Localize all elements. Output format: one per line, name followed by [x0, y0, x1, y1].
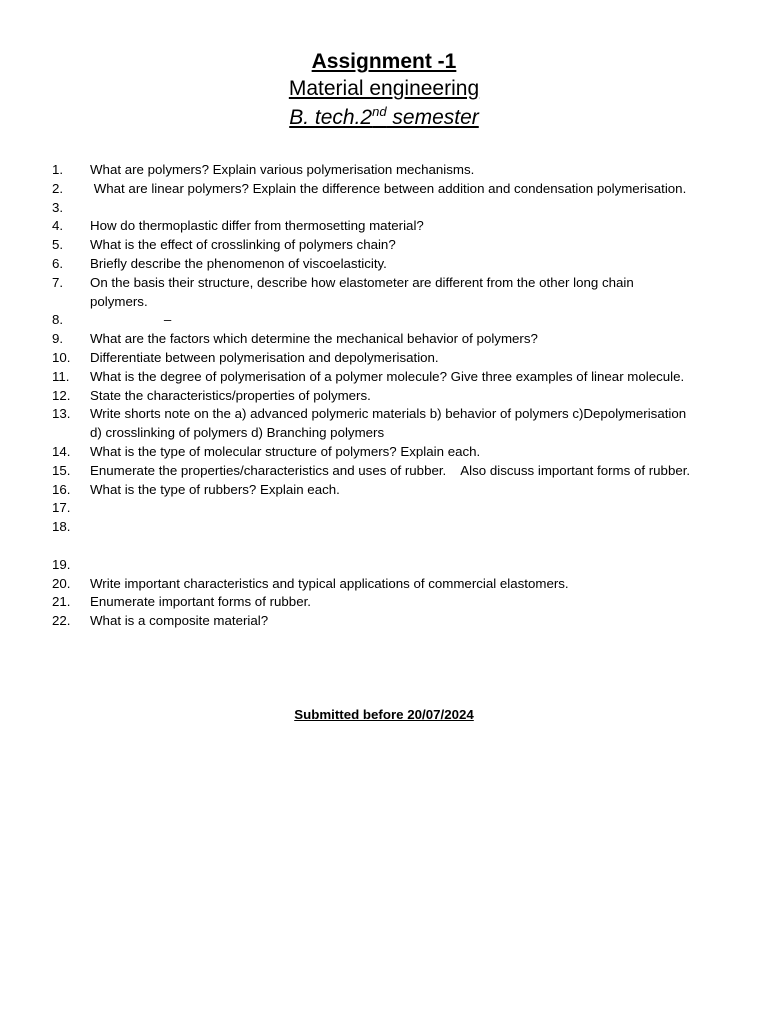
question-item: [52, 349, 692, 368]
question-item: [52, 217, 692, 236]
question-number: 2.: [52, 180, 64, 196]
question-number: 3.: [52, 199, 64, 215]
question-number: 20.: [52, 575, 71, 591]
question-text: What are linear polymers? Explain the difference between addition and condensation polymerisation.: [90, 180, 687, 196]
question-text: What is the effect of crosslinking of polymers chain?: [90, 237, 396, 253]
question-item: [52, 387, 692, 406]
blank-line: [52, 537, 692, 556]
question-item: [52, 255, 692, 274]
question-text: Write important characteristics and typical applications of commercial elastomers.: [90, 575, 569, 591]
assignment-title: Assignment -1: [311, 50, 457, 73]
question-text: What is the degree of polymerisation of a polymer molecule? Give three examples of linear molecule.: [90, 368, 685, 384]
semester-ordinal-suffix: nd: [372, 104, 387, 119]
question-number: 7.: [52, 274, 64, 290]
submission-deadline: Submitted before 20/07/2024: [294, 707, 474, 722]
question-item: [52, 556, 692, 575]
question-item: [52, 462, 692, 481]
question-text: Briefly describe the phenomenon of viscoelasticity.: [90, 255, 387, 271]
question-item: [52, 405, 692, 443]
question-text: State the characteristics/properties of polymers.: [90, 387, 371, 403]
question-number: 5.: [52, 237, 64, 253]
question-number: 21.: [52, 594, 71, 610]
question-item: [52, 612, 692, 631]
question-text: Enumerate the properties/characteristics and uses of rubber. Also discuss important forms of rubber.: [90, 462, 691, 478]
question-number: 6.: [52, 255, 64, 271]
course-subtitle: Material engineering: [288, 77, 480, 100]
question-item: [52, 311, 692, 330]
question-number: 15.: [52, 462, 71, 478]
question-number: 18.: [52, 519, 71, 535]
question-item: [52, 481, 692, 500]
question-text: [90, 556, 692, 575]
question-item: [52, 518, 692, 537]
question-number: 9.: [52, 331, 64, 347]
question-number: 16.: [52, 481, 71, 497]
question-item: [52, 443, 692, 462]
question-number: 13.: [52, 406, 71, 422]
question-text: What are polymers? Explain various polymerisation mechanisms.: [90, 162, 475, 177]
question-item: [52, 274, 692, 312]
question-text: [90, 499, 692, 518]
question-text: Differentiate between polymerisation and depolymerisation.: [90, 349, 439, 365]
question-item: [52, 180, 692, 199]
question-item: [52, 236, 692, 255]
document-header: [0, 48, 768, 133]
question-number: 11.: [52, 368, 70, 384]
semester-prefix: B. tech.2: [289, 106, 373, 129]
question-item: [52, 161, 692, 180]
question-text: [90, 199, 692, 218]
question-item: [52, 199, 692, 218]
question-text: What is the type of molecular structure of polymers? Explain each.: [90, 443, 481, 459]
question-text: What is the type of rubbers? Explain each.: [90, 481, 340, 497]
question-list: [52, 161, 692, 631]
question-number: 12.: [52, 387, 71, 403]
question-number: 4.: [52, 218, 64, 234]
question-text: Enumerate important forms of rubber.: [90, 594, 311, 610]
question-number: 10.: [52, 349, 71, 365]
question-text: –: [90, 312, 172, 328]
question-text: How do thermoplastic differ from thermosetting material?: [90, 218, 424, 234]
question-number: 22.: [52, 613, 71, 629]
question-text: What is a composite material?: [90, 613, 269, 629]
question-text: Write shorts note on the a) advanced polymeric materials b) behavior of polymers c)Depolymerisation d) crosslinking of polymers d) Branching polymers: [90, 406, 694, 441]
question-number: 19.: [52, 556, 71, 572]
question-number: 14.: [52, 443, 71, 459]
question-text: On the basis their structure, describe how elastometer are different from the other long chain polymers.: [90, 274, 638, 309]
semester-suffix: semester: [386, 106, 479, 129]
question-item: [52, 593, 692, 612]
question-item: [52, 368, 692, 387]
question-item: [52, 330, 692, 349]
question-text: [90, 518, 692, 537]
question-item: [52, 575, 692, 594]
question-text: What are the factors which determine the mechanical behavior of polymers?: [90, 331, 538, 347]
question-number: 1.: [52, 162, 64, 177]
semester-line: [0, 103, 768, 133]
question-number: 17.: [52, 500, 71, 516]
question-number: 8.: [52, 312, 64, 328]
question-item: [52, 499, 692, 518]
